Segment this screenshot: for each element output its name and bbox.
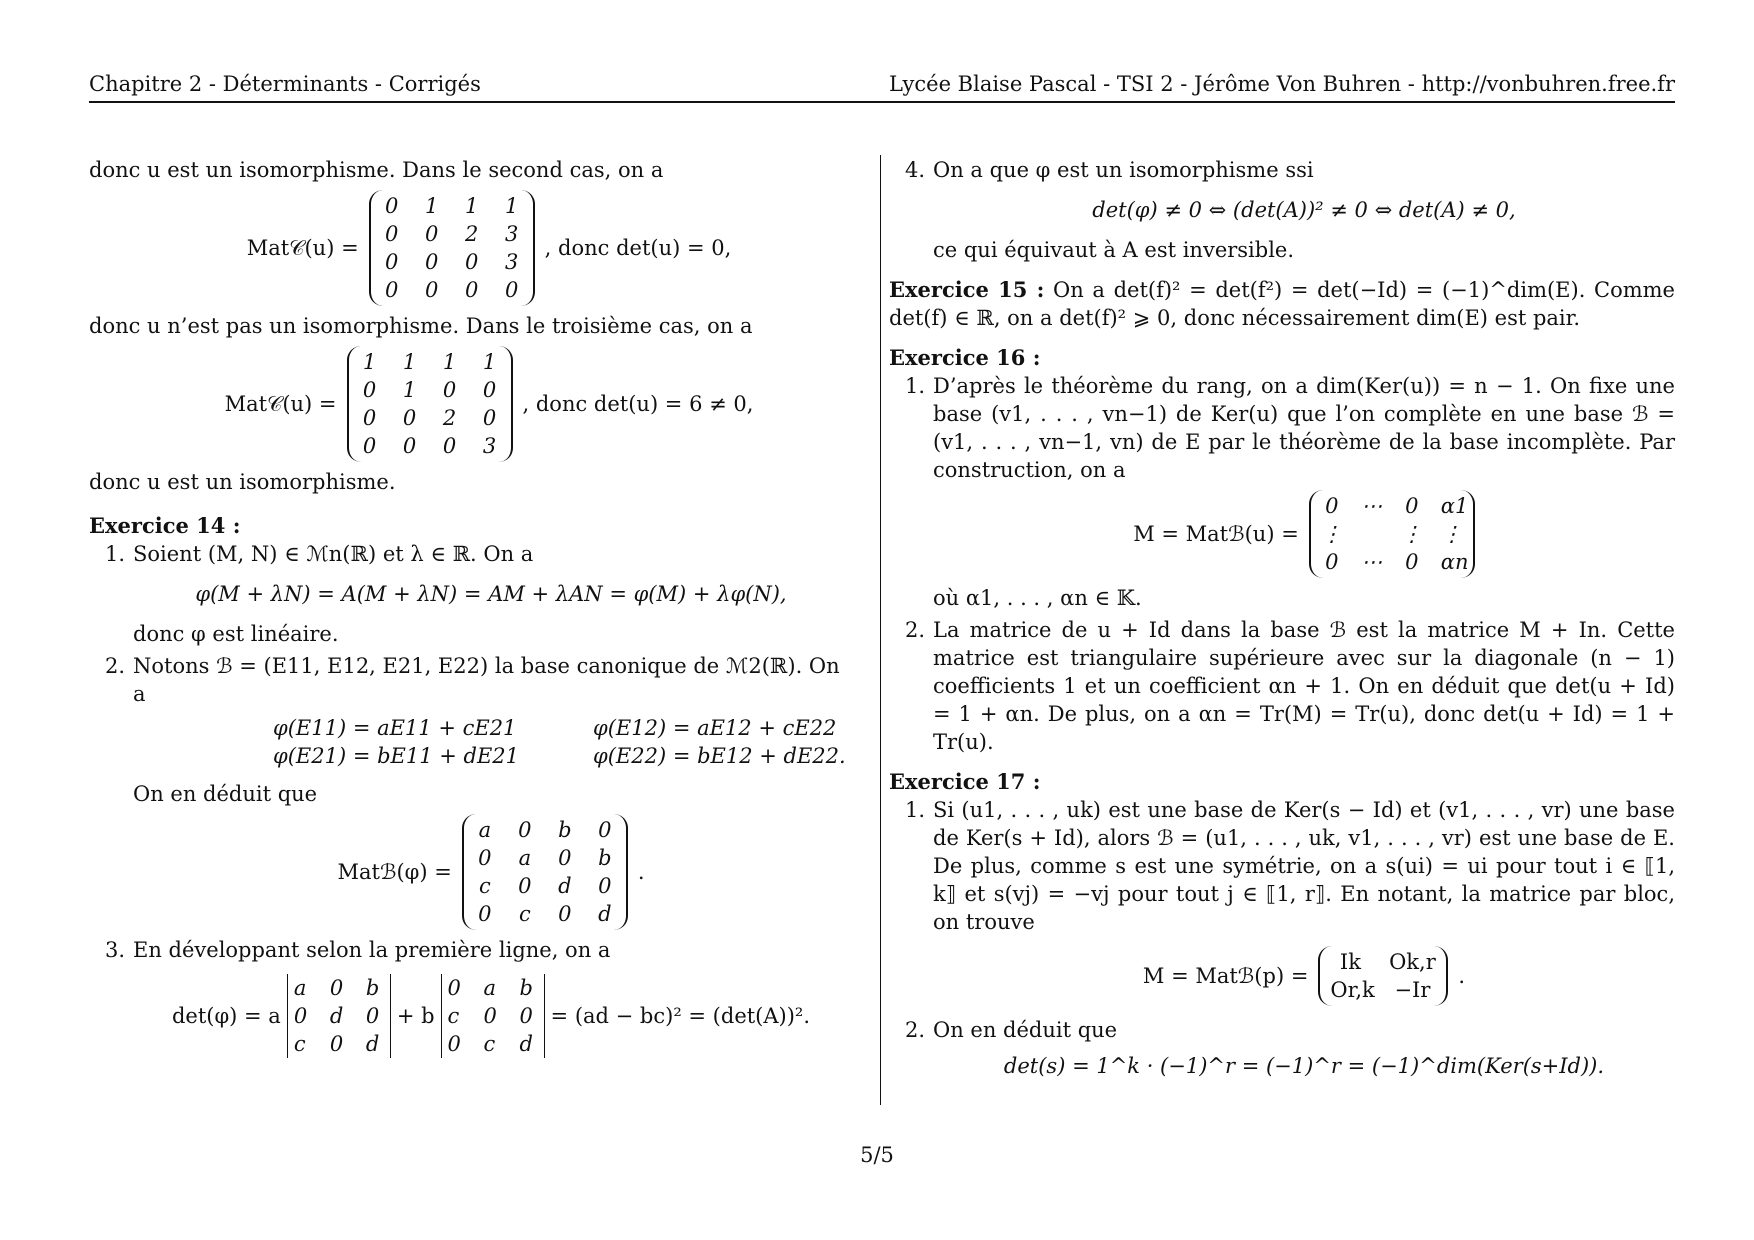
matrix-cell: d	[558, 874, 572, 898]
text-line: donc u est un isomorphisme. Dans le second cas, on a	[89, 158, 664, 182]
determinant	[441, 974, 545, 1058]
exercise-heading: Exercice 15 :	[889, 277, 1045, 302]
matrix-cell: 1	[402, 378, 417, 402]
item-text: Notons ℬ = (E11, E12, E21, E22) la base canonique de ℳ2(ℝ). On a	[133, 654, 840, 706]
equation-lhs: Matℬ(φ) =	[337, 860, 452, 884]
list-item	[889, 372, 1675, 612]
matrix-cell: a	[293, 976, 307, 1000]
determinant-equation	[133, 974, 849, 1058]
matrix-cell: c	[293, 1032, 306, 1056]
equation-rhs: .	[637, 860, 645, 884]
matrix	[369, 190, 535, 306]
equation: φ(M + λN) = A(M + λN) = AM + λAN = φ(M) + λφ(N),	[195, 582, 787, 606]
header-right: Lycée Blaise Pascal - TSI 2 - Jérôme Von Buhren - http://vonbuhren.free.fr	[888, 72, 1675, 96]
exercise-text: On a det(f)² = det(f²) = det(−Id) = (−1)^dim(E). Comme det(f) ∈ ℝ, on a det(f)² ⩾ 0, donc nécessairement dim(E) est pair.	[889, 278, 1675, 330]
item-number: 3.	[105, 938, 126, 962]
matrix-cell: 0	[558, 902, 572, 926]
matrix-cell: 0	[329, 1032, 344, 1056]
matrix-cell: 0	[1405, 550, 1419, 574]
matrix-cell: b	[519, 976, 533, 1000]
list-item	[889, 796, 1675, 1006]
matrix-cell: 0	[482, 378, 497, 402]
matrix-cell: 0	[598, 874, 612, 898]
exercise-heading: Exercice 17 :	[889, 769, 1041, 794]
matrix-cell: 0	[424, 250, 439, 274]
matrix	[1318, 946, 1448, 1006]
matrix-cell: 2	[442, 406, 457, 430]
item-text: On en déduit que	[933, 1018, 1118, 1042]
equation-lhs: Mat𝒞(u) =	[246, 236, 359, 260]
matrix-cell: c	[483, 1032, 496, 1056]
matrix-cell: c	[518, 902, 531, 926]
matrix-cell: 0	[384, 194, 399, 218]
equation-lhs: det(φ) = a	[171, 1004, 281, 1028]
list-item	[889, 1016, 1675, 1080]
equation-grid	[273, 714, 849, 770]
item-number: 4.	[905, 158, 926, 182]
matrix-cell: 0	[464, 250, 479, 274]
list-item	[889, 156, 1675, 264]
matrix-cell: 1	[402, 350, 417, 374]
item-number: 1.	[105, 542, 126, 566]
matrix-cell	[1361, 520, 1383, 548]
item-text: où α1, . . . , αn ∈ 𝕂.	[933, 586, 1142, 610]
matrix-cell: d	[329, 1004, 344, 1028]
item-number: 2.	[905, 618, 926, 642]
matrix-cell: d	[519, 1032, 533, 1056]
matrix-cell: 0	[384, 222, 399, 246]
text-line: donc u n’est pas un isomorphisme. Dans le troisième cas, on a	[89, 314, 753, 338]
matrix-cell: αn	[1440, 550, 1469, 574]
matrix-cell: a	[478, 818, 492, 842]
matrix-cell: ⋮	[1401, 522, 1423, 546]
matrix-cell: ⋮	[1441, 522, 1463, 546]
matrix-cell: b	[598, 846, 612, 870]
matrix-cell: 1	[442, 350, 457, 374]
matrix-cell: 0	[365, 1004, 380, 1028]
matrix-cell: d	[598, 902, 612, 926]
equation: det(s) = 1^k · (−1)^r = (−1)^r = (−1)^dim(Ker(s+Id)).	[1003, 1054, 1605, 1078]
matrix-equation	[933, 946, 1675, 1006]
matrix-cell: 3	[504, 222, 519, 246]
equation: det(φ) ≠ 0 ⇔ (det(A))² ≠ 0 ⇔ det(A) ≠ 0,	[1092, 198, 1516, 222]
matrix-cell: Ok,r	[1389, 950, 1436, 974]
equation: φ(E11) = aE11 + cE21	[273, 716, 517, 740]
left-column	[89, 156, 849, 1064]
page-header	[89, 72, 1675, 96]
item-text: En développant selon la première ligne, on a	[133, 938, 611, 962]
matrix-cell: 0	[464, 278, 479, 302]
matrix-cell: b	[365, 976, 380, 1000]
equation-rhs: = (ad − bc)² = (det(A))².	[550, 1004, 811, 1028]
item-text: D’après le théorème du rang, on a dim(Ker(u)) = n − 1. On fixe une base (v1, . . . , vn−1) de Ker(u) que l’on complète en une base ℬ = (v1, . . . , vn−1, vn) de E par le théorème de la base incomplète. Par construction, on a	[933, 374, 1675, 482]
matrix-equation	[133, 814, 849, 930]
header-rule	[89, 101, 1675, 103]
exercise-heading: Exercice 14 :	[89, 513, 241, 538]
item-text: On a que φ est un isomorphisme ssi	[933, 158, 1314, 182]
matrix-cell: 0	[519, 1004, 533, 1028]
matrix-cell: 0	[598, 818, 612, 842]
item-text: donc φ est linéaire.	[133, 622, 339, 646]
matrix	[462, 814, 628, 930]
matrix-cell: 0	[558, 846, 572, 870]
matrix-cell: 0	[424, 278, 439, 302]
matrix-cell: 0	[483, 1004, 497, 1028]
matrix	[347, 346, 513, 462]
equation-mid: + b	[396, 1004, 435, 1028]
matrix-cell: 3	[482, 434, 497, 458]
list-item	[89, 936, 849, 1058]
matrix-cell: Ik	[1339, 950, 1361, 974]
matrix-cell: 0	[362, 378, 377, 402]
matrix-equation	[129, 346, 849, 462]
equation-lhs: Mat𝒞(u) =	[224, 392, 337, 416]
matrix-cell: b	[558, 818, 572, 842]
matrix-cell: 0	[478, 846, 492, 870]
equation-lhs: M = Matℬ(p) =	[1142, 964, 1309, 988]
matrix-cell: 0	[518, 874, 532, 898]
matrix-equation	[129, 190, 849, 306]
item-text: Soient (M, N) ∈ ℳn(ℝ) et λ ∈ ℝ. On a	[133, 542, 534, 566]
item-text: On en déduit que	[133, 782, 318, 806]
item-text: ce qui équivaut à A est inversible.	[933, 238, 1295, 262]
list-item	[89, 652, 849, 930]
matrix-cell: 0	[402, 406, 417, 430]
matrix-cell: ⋮	[1321, 522, 1343, 546]
equation: φ(E22) = bE12 + dE22.	[593, 744, 846, 768]
matrix-cell: 0	[362, 406, 377, 430]
item-number: 2.	[905, 1018, 926, 1042]
page-number: 5/5	[860, 1143, 894, 1167]
matrix-cell: 0	[329, 976, 344, 1000]
matrix-cell: 0	[362, 434, 377, 458]
item-number: 1.	[905, 374, 926, 398]
column-divider	[880, 155, 881, 1105]
matrix-cell: 1	[424, 194, 439, 218]
header-left: Chapitre 2 - Déterminants - Corrigés	[89, 72, 481, 96]
matrix	[1309, 490, 1475, 578]
right-column	[889, 156, 1675, 1080]
matrix-cell: ⋯	[1361, 494, 1383, 518]
exercise-paragraph	[889, 276, 1675, 332]
matrix-cell: −Ir	[1394, 978, 1431, 1002]
item-number: 1.	[905, 798, 926, 822]
matrix-cell: 0	[402, 434, 417, 458]
matrix-cell: 1	[362, 350, 377, 374]
matrix-cell: 0	[482, 406, 497, 430]
matrix-cell: 0	[447, 1032, 461, 1056]
matrix-cell: d	[365, 1032, 380, 1056]
list-item	[89, 540, 849, 648]
item-number: 2.	[105, 654, 126, 678]
matrix-cell: 0	[384, 278, 399, 302]
matrix-cell: 3	[504, 250, 519, 274]
matrix-cell: 0	[1325, 494, 1339, 518]
text-line: donc u est un isomorphisme.	[89, 470, 396, 494]
equation-rhs: , donc det(u) = 6 ≠ 0,	[522, 392, 754, 416]
determinant	[287, 974, 391, 1058]
equation-rhs: , donc det(u) = 0,	[544, 236, 732, 260]
equation: φ(E12) = aE12 + cE22	[593, 716, 837, 740]
matrix-cell: 1	[464, 194, 479, 218]
matrix-cell: 0	[442, 378, 457, 402]
matrix-cell: 0	[442, 434, 457, 458]
matrix-cell: 0	[504, 278, 519, 302]
matrix-equation	[933, 490, 1675, 578]
equation-lhs: M = Matℬ(u) =	[1133, 522, 1299, 546]
matrix-cell: 0	[447, 976, 461, 1000]
matrix-cell: c	[478, 874, 491, 898]
matrix-cell: Or,k	[1330, 978, 1375, 1002]
matrix-cell: 0	[1325, 550, 1339, 574]
matrix-cell: 0	[424, 222, 439, 246]
matrix-cell: α1	[1440, 494, 1469, 518]
matrix-cell: c	[447, 1004, 460, 1028]
matrix-cell: 1	[482, 350, 497, 374]
matrix-cell: 1	[504, 194, 519, 218]
equation-rhs: .	[1458, 964, 1466, 988]
matrix-cell: ⋯	[1361, 550, 1383, 574]
matrix-cell: 2	[464, 222, 479, 246]
item-text: La matrice de u + Id dans la base ℬ est la matrice M + In. Cette matrice est triangulaire supérieure avec sur la diagonale (n − 1) coefficients 1 et un coefficient αn + 1. On en déduit que det(u + Id) = 1 + αn. De plus, on a αn = Tr(M) = Tr(u), donc det(u + Id) = 1 + Tr(u).	[933, 618, 1675, 754]
item-text: Si (u1, . . . , uk) est une base de Ker(s − Id) et (v1, . . . , vr) une base de Ker(s + Id), alors ℬ = (u1, . . . , uk, v1, . . . , vr) est une base de E. De plus, comme s est une symétrie, on a s(ui) = ui pour tout i ∈ ⟦1, k⟧ et s(vj) = −vj pour tout j ∈ ⟦1, r⟧. En notant, la matrice par bloc, on trouve	[933, 798, 1675, 934]
matrix-cell: 0	[1405, 494, 1419, 518]
matrix-cell: a	[518, 846, 532, 870]
equation: φ(E21) = bE11 + dE21	[273, 744, 520, 768]
matrix-cell: 0	[384, 250, 399, 274]
matrix-cell: a	[483, 976, 497, 1000]
matrix-cell: 0	[478, 902, 492, 926]
matrix-cell: 0	[518, 818, 532, 842]
exercise-heading: Exercice 16 :	[889, 345, 1041, 370]
matrix-cell: 0	[293, 1004, 308, 1028]
list-item	[889, 616, 1675, 756]
